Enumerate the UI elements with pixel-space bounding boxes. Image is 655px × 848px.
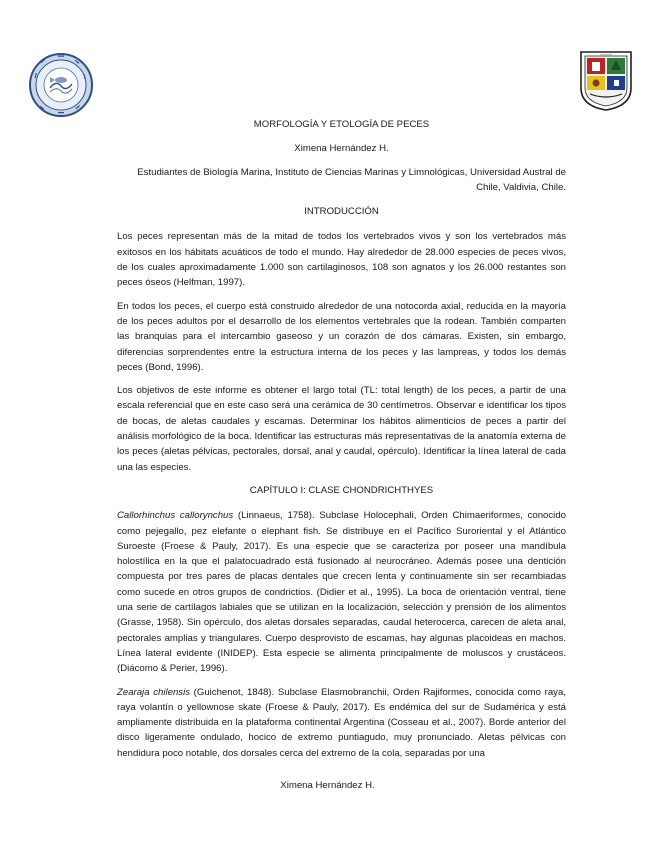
species-text-1: (Linnaeus, 1758). Subclase Holocephali, Orden Chimaeriformes, conocido como pejegallo, pez elefante o elephant fish. Se distribuye en el Pacífico Suroriental y el Atlántico Suroeste (Froese & Pauly, 2017). Es una especie que se caracteriza por poseer una mandíbula holostílica en la que el palatocuadrado está fusionado al neurocráneo. Además posee una dentición compuesta por tres pares de placas dentales que crecen lenta y continuamente sin ser recambiadas como sucede en otros grupos de condrictios. (Didier et al., 1995). La boca de orientación ventral, tiene una serie de cartílagos labiales que se utilizan en la localización, selección y prensión de los alimentos (Grasse, 1958). Sin opérculo, dos aletas dorsales separadas, caudal heterocerca, carecen de aleta anal, pectorales amplias y triangulares. Cuerpo desprovisto de escamas, hay algunas placoideas en machos. Línea lateral evidente (INIDEP). Esta especie se alimenta principalmente de moluscos y crustáceos. (Diácomo & Perier, 1996). xyxy=(117,510,566,675)
species-paragraph-1 xyxy=(117,508,566,676)
page-footer: Ximena Hernández H. xyxy=(280,780,375,791)
document-title: MORFOLOGÍA Y ETOLOGÍA DE PECES xyxy=(253,119,430,130)
intro-paragraph-1: Los peces representan más de la mitad de todos los vertebrados vivos y son los vertebrados más exitosos en los hábitats acuáticos de todo el mundo. Hay alrededor de 28.000 especies de peces vivos, de los cuales aproximadamente 1.000 son cartilaginosos, 108 son agnatos y los 26.000 restantes son peces óseos (Helfman, 1997). xyxy=(117,231,566,289)
species-paragraph-2 xyxy=(117,685,566,761)
species-text-2: (Guichenot, 1848). Subclase Elasmobranchii, Orden Rajiformes, conocida como raya, raya volantín o yellownose skate (Froese & Pauly, 2017). Es endémica del sur de Sudamérica y está ampliamente distribuida en la plataforma continental Argentina (Cosseau et al., 2007). Borde anterior del disco ligeramente ondulado, hocico de extremo puntiagudo, muy pronunciado. Aletas pélvicas con hendidura poco notable, dos dorsales cerca del extremo de la cola, separadas por una xyxy=(117,686,566,759)
section-heading-introduction: INTRODUCCIÓN xyxy=(304,206,379,218)
section-heading-chapter-1: CAPÍTULO I: CLASE CHONDRICHTHYES xyxy=(249,484,434,496)
species-name-2: Zearaja chilensis xyxy=(117,686,190,698)
affiliation: Estudiantes de Biología Marina, Instituto de Ciencias Marinas y Limnológicas, Universidad Austral de Chile, Valdivia, Chile. xyxy=(137,166,566,193)
intro-paragraph-3: Los objetivos de este informe es obtener el largo total (TL: total length) de los peces, a partir de una escala referencial que en este caso será una cerámica de 30 centímetros. Observar e identificar los tipos de bocas, de aletas caudales y escamas. Determinar los hábitos alimenticios de peces a partir del análisis morfológico de la boca. Identificar las estructuras más representativas de la anatomía externa de los peces (aletas pélvicas, pectorales, dorsal, anal y caudal, opérculo). Identificar la línea lateral de cada una las especies. xyxy=(117,385,566,473)
svg-text:ꟷꟷꟷꟷꟷ: ꟷꟷꟷꟷꟷ xyxy=(599,53,613,57)
document-body xyxy=(117,117,566,769)
species-name-1: Callorhinchus callorynchus xyxy=(117,510,234,522)
university-crest-icon xyxy=(578,50,634,112)
intro-paragraph-2: En todos los peces, el cuerpo está construido alrededor de una notocorda axial, reducida en la mayoría de los peces adultos por el desarrollo de los elementos vertebrales que la rodean. También comparten las branquias para el intercambio gaseoso y un corazón de dos cámaras. Existen, sin embargo, diferencias sorprendentes entre la estructura interna de los peces y las lampreas, y todos los demás peces (Bond, 1996). xyxy=(117,300,566,373)
author-name: Ximena Hernández H. xyxy=(294,143,389,155)
university-seal-icon xyxy=(28,52,94,118)
